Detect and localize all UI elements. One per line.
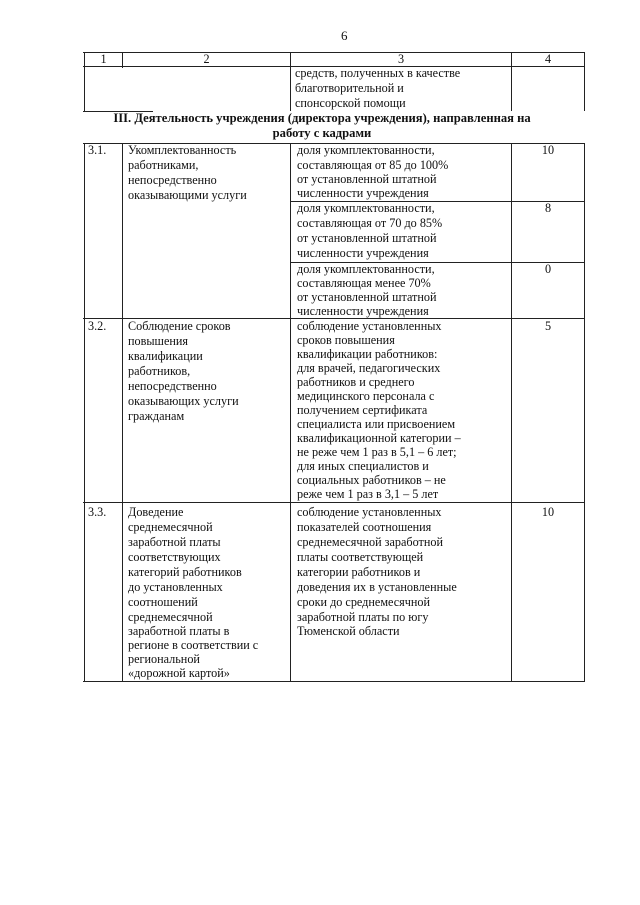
grid-line <box>584 52 585 111</box>
indicator-line: повышения <box>128 334 189 348</box>
criterion-line: доля укомплектованности, <box>297 201 435 215</box>
criterion-line: доля укомплектованности, <box>297 143 435 157</box>
page-number: 6 <box>341 28 348 43</box>
indicator-line: работников, <box>128 364 191 378</box>
indicator-line: гражданам <box>128 409 185 423</box>
criterion-line: квалификационной категории – <box>297 431 461 445</box>
criterion-line: от установленной штатной <box>297 231 437 245</box>
indicator-line: непосредственно <box>128 379 217 393</box>
score-value: 10 <box>541 143 555 157</box>
col-header: 3 <box>397 52 405 66</box>
indicator-line: заработной платы <box>128 535 221 549</box>
col-header: 1 <box>100 52 107 66</box>
row-number: 3.2. <box>88 319 107 333</box>
criterion-line: составляющая от 70 до 85% <box>297 216 443 230</box>
section-heading <box>112 111 532 141</box>
indicator-line: квалификации <box>128 349 203 363</box>
criterion-line: доведения их в установленные <box>297 580 457 594</box>
criterion-line: социальных работников – не <box>297 473 446 487</box>
col-header: 2 <box>203 52 210 66</box>
criterion-line: для врачей, педагогических <box>297 361 441 375</box>
criterion-line: средств, полученных в качестве <box>295 66 461 80</box>
grid-line <box>584 143 585 681</box>
criterion-line: соблюдение установленных <box>297 319 442 333</box>
row-number: 3.3. <box>88 505 107 519</box>
criterion-line: численности учреждения <box>297 246 429 260</box>
indicator-line: регионе в соответствии с <box>128 638 259 652</box>
criterion-line: составляющая менее 70% <box>297 276 431 290</box>
criterion-line: специалиста или присвоением <box>297 417 456 431</box>
grid-line <box>122 143 123 681</box>
indicator-line: работниками, <box>128 158 199 172</box>
score-value: 8 <box>544 201 552 215</box>
criterion-line: от установленной штатной <box>297 290 437 304</box>
indicator-line: среднемесячной <box>128 610 213 624</box>
criterion-line: составляющая от 85 до 100% <box>297 158 449 172</box>
criterion-line: платы соответствующей <box>297 550 424 564</box>
indicator-line: «дорожной картой» <box>128 666 230 680</box>
col-header: 4 <box>544 52 552 66</box>
score-value: 5 <box>544 319 552 333</box>
criterion-line: не реже чем 1 раз в 5,1 – 6 лет; <box>297 445 457 459</box>
indicator-line: до установленных <box>128 580 223 594</box>
criterion-line: реже чем 1 раз в 3,1 – 5 лет <box>297 487 439 501</box>
criterion-line: численности учреждения <box>297 186 429 200</box>
criterion-line: работников и среднего <box>297 375 415 389</box>
grid-line <box>84 143 85 681</box>
criterion-line: благотворительной и <box>295 81 404 95</box>
indicator-line: оказывающих услуги <box>128 394 239 408</box>
indicator-line: заработной платы в <box>128 624 230 638</box>
criterion-line: заработной платы по югу <box>297 610 429 624</box>
indicator-line: региональной <box>128 652 200 666</box>
score-value: 10 <box>541 505 555 519</box>
indicator-line: непосредственно <box>128 173 217 187</box>
criterion-line: для иных специалистов и <box>297 459 429 473</box>
criterion-line: медицинского персонала с <box>297 389 435 403</box>
score-value: 0 <box>544 262 552 276</box>
criterion-line: среднемесячной заработной <box>297 535 443 549</box>
criterion-line: соблюдение установленных <box>297 505 442 519</box>
indicator-line: соотношений <box>128 595 198 609</box>
indicator-line: категорий работников <box>128 565 242 579</box>
grid-line <box>511 143 512 681</box>
criterion-line: численности учреждения <box>297 304 429 318</box>
criterion-line: от установленной штатной <box>297 172 437 186</box>
row-number: 3.1. <box>88 143 107 157</box>
criterion-line: квалификации работников: <box>297 347 438 361</box>
criterion-line: спонсорской помощи <box>295 96 406 110</box>
criterion-line: доля укомплектованности, <box>297 262 435 276</box>
criterion-line: сроки до среднемесячной <box>297 595 431 609</box>
indicator-line: оказывающими услуги <box>128 188 247 202</box>
section-heading-line: работу с кадрами <box>272 126 372 140</box>
criterion-line: Тюменской области <box>297 624 400 638</box>
criterion-line: получением сертификата <box>297 403 428 417</box>
criterion-line: показателей соотношения <box>297 520 432 534</box>
indicator-line: среднемесячной <box>128 520 213 534</box>
indicator-line: соответствующих <box>128 550 221 564</box>
indicator-line: Соблюдение сроков <box>128 319 231 333</box>
section-heading-line: III. Деятельность учреждения (директора учреждения), направленная на <box>113 111 531 125</box>
indicator-line: Укомплектованность <box>128 143 237 157</box>
criterion-line: категории работников и <box>297 565 421 579</box>
indicator-line: Доведение <box>128 505 184 519</box>
grid-line <box>290 143 291 681</box>
criterion-line: сроков повышения <box>297 333 395 347</box>
